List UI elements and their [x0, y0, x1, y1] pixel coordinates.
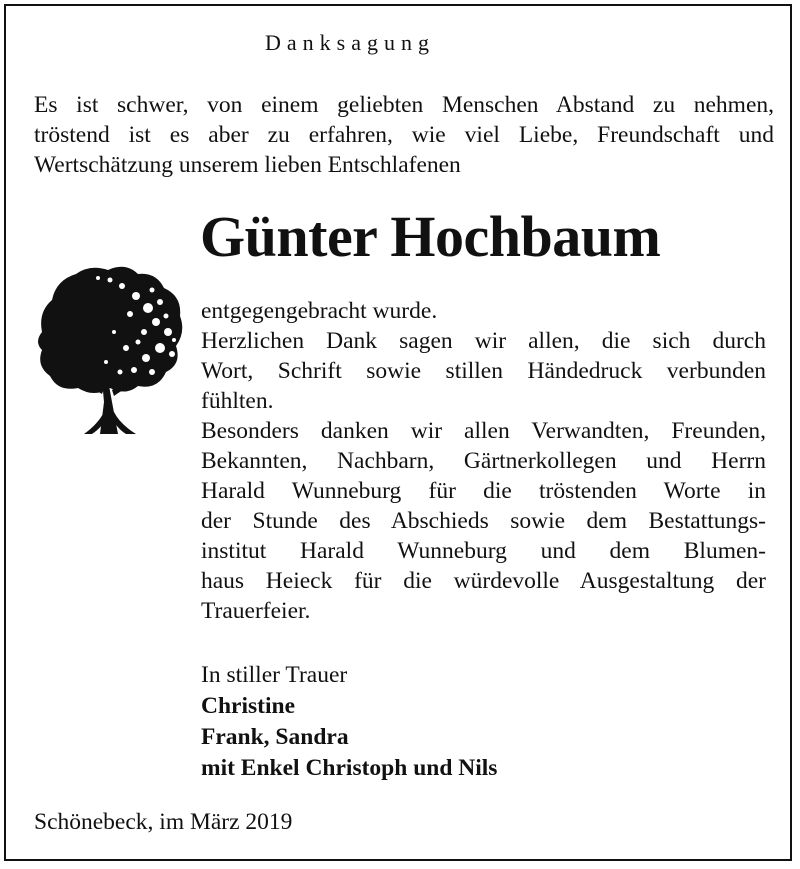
body-line: Herzlichen Dank sagen wir allen, die sich durch: [201, 328, 766, 354]
body-line: entgegengebracht wurde.: [201, 298, 438, 324]
place-date: Schönebeck, im März 2019: [34, 809, 293, 835]
intro-line: Wertschätzung unserem lieben Entschlafenen: [34, 152, 461, 178]
body-line: fühlten.: [201, 388, 274, 414]
signatory: Frank, Sandra: [201, 724, 349, 750]
notice-title: Danksagung: [265, 30, 435, 55]
signature-block: [201, 660, 497, 784]
intro-paragraph: [34, 90, 774, 180]
body-line: Besonders danken wir allen Verwandten, Freunden,: [201, 418, 766, 444]
tree-icon: [34, 262, 186, 434]
body-line: Bekannten, Nachbarn, Gärtnerkollegen und Herrn: [201, 448, 766, 474]
body-line: institut Harald Wunneburg und dem Blumen-: [201, 538, 766, 564]
intro-line: tröstend ist es aber zu erfahren, wie viel Liebe, Freundschaft und: [34, 122, 774, 148]
deceased-name: Günter Hochbaum: [200, 204, 661, 269]
signatory: Christine: [201, 693, 295, 719]
body-line: Wort, Schrift sowie stillen Händedruck verbunden: [201, 358, 766, 384]
signatory: mit Enkel Christoph und Nils: [201, 755, 498, 781]
intro-line: Es ist schwer, von einem geliebten Menschen Abstand zu nehmen,: [34, 92, 774, 118]
thanks-paragraph: [201, 296, 766, 626]
body-line: Trauerfeier.: [201, 598, 311, 624]
body-line: der Stunde des Abschieds sowie dem Bestattungs-: [201, 508, 766, 534]
body-line: Harald Wunneburg für die tröstenden Worte in: [201, 478, 766, 504]
body-line: haus Heieck für die würdevolle Ausgestaltung der: [201, 568, 766, 594]
mourning-label: In stiller Trauer: [201, 662, 348, 688]
